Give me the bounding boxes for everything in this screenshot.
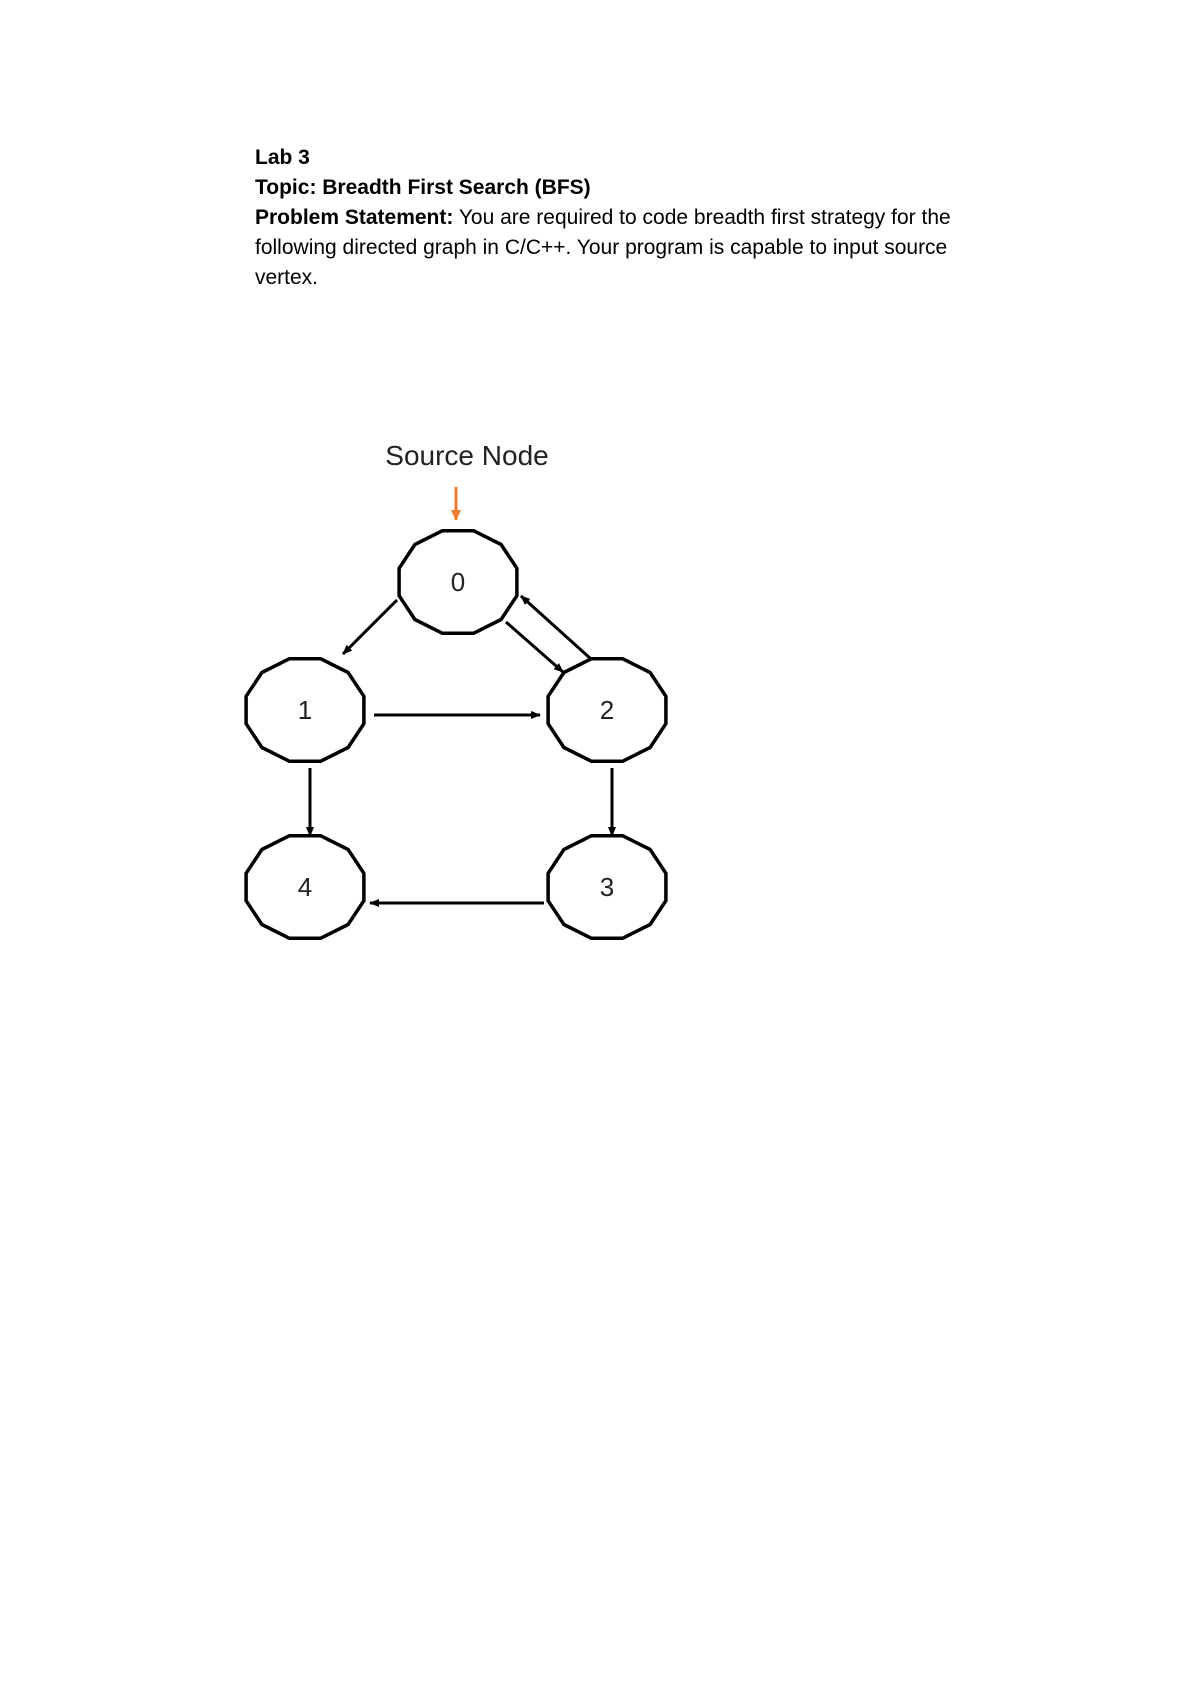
edge-0-to-1 (343, 600, 397, 654)
problem-statement-label: Problem Statement: (255, 206, 454, 229)
edge-0-to-2 (506, 622, 563, 672)
graph-node-1 (246, 659, 364, 761)
node-label: 3 (599, 872, 615, 902)
graph-node-4 (246, 836, 364, 938)
lab-title: Lab 3 (255, 146, 310, 169)
graph-node-2 (548, 659, 666, 761)
problem-statement-text: You are required to code breadth first strategy for the following directed graph in C/C++. Your program is capable to input source vertex. (255, 206, 951, 289)
node-label: 1 (297, 695, 313, 725)
graph-node-3 (548, 836, 666, 938)
node-label: 0 (450, 567, 466, 597)
node-label: 4 (297, 872, 313, 902)
node-label: 2 (599, 695, 615, 725)
edge-2-to-0 (521, 596, 591, 659)
source-node-label: Source Node (385, 440, 549, 471)
graph-node-0 (399, 531, 517, 633)
topic-heading: Topic: Breadth First Search (BFS) (255, 176, 591, 199)
